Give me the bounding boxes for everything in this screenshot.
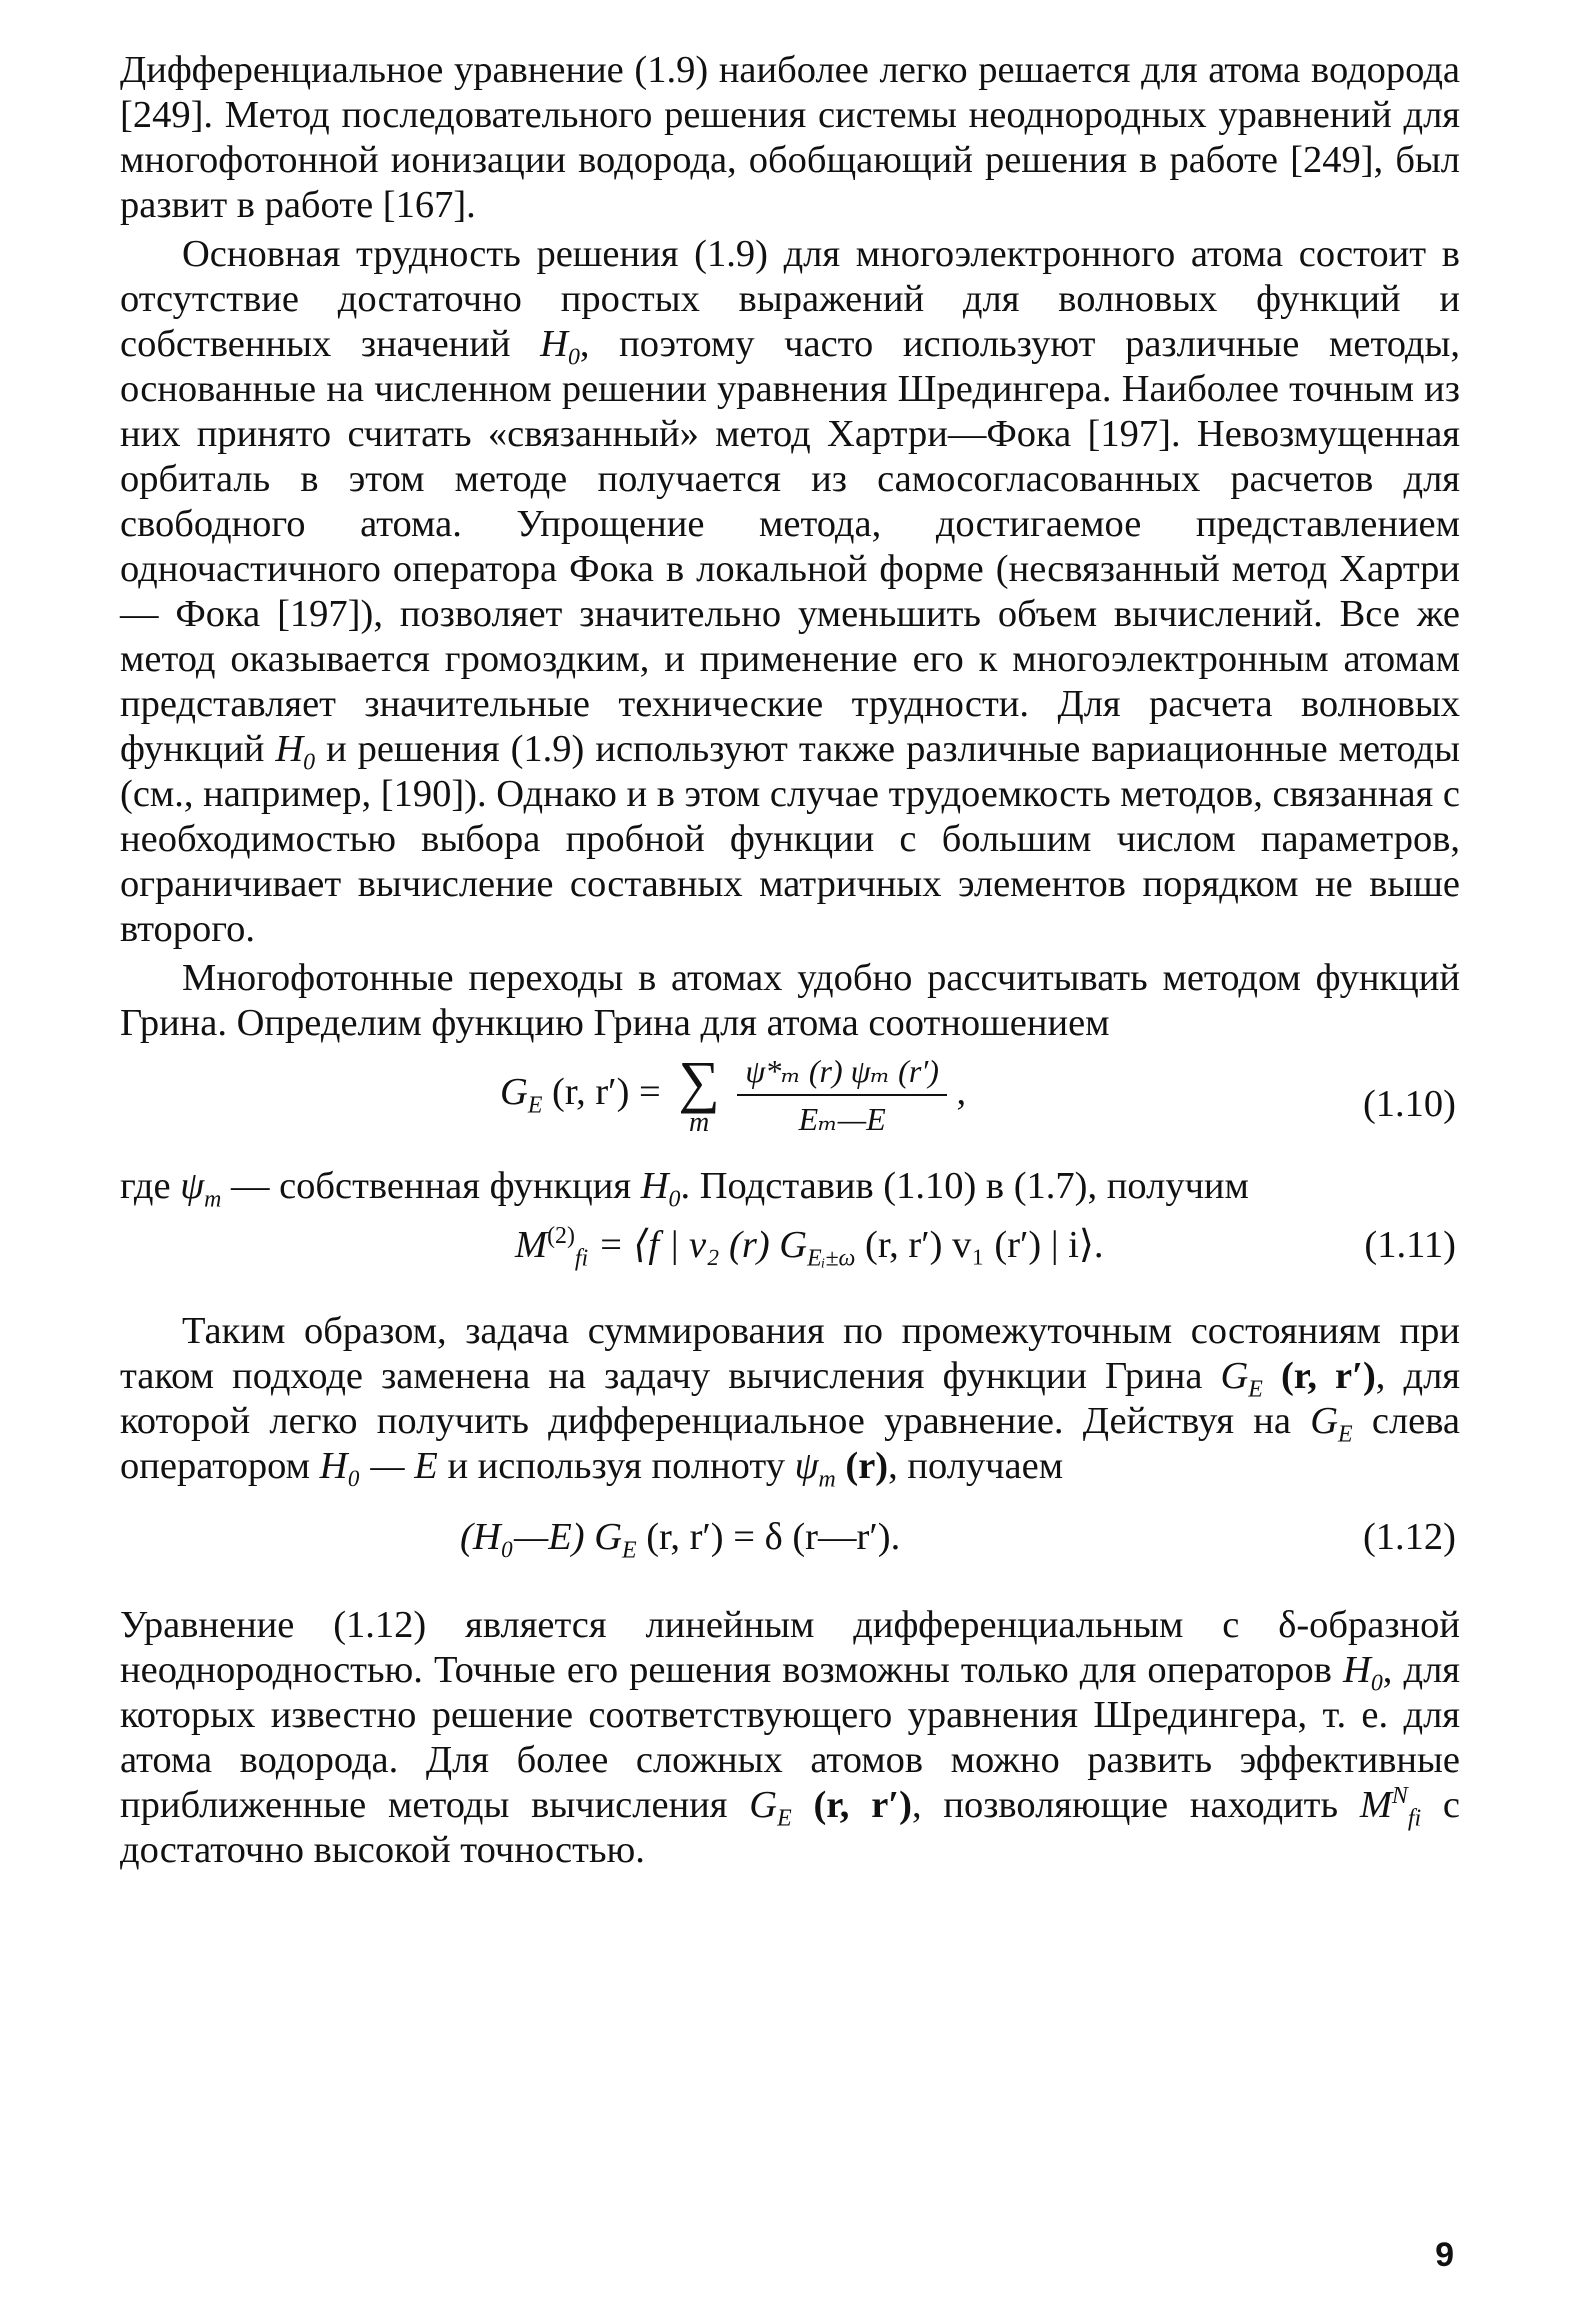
- equation-1-11-body: $M^{(2)}_{fi}$ = ⟨f | v₂ (r) $G_{Eᵢ\pm\omega}$ (r, r′) v₁ (r′) | i⟩.: [515, 1223, 1104, 1272]
- paragraph-4: где $\psi_m$ — собственная функция $H_0$. Подставив (1.10) в (1.7), получим: [120, 1165, 1249, 1213]
- paragraph-5: Таким образом, задача суммирования по промежуточным состояниям при таком подходе заменена на задачу вычисления функции Грина $G_E$ (r, r′), для которой легко получить дифференциальное уравнение. Действуя на $G_E$ слева оператором H₀ — E и используя полноту $\psi_m$ (r), получаем: [120, 1310, 1460, 1493]
- paragraph-1: Дифференциальное уравнение (1.9) наиболее легко решается для атома водорода [249]. Метод последовательного решения системы неоднородных уравнений для многофотонной ионизации водорода, обобщающий решения в работе [249], был развит в работе [167].: [120, 49, 1460, 226]
- equation-number: (1.11): [1364, 1224, 1456, 1266]
- paragraph-2: Основная трудность решения (1.9) для многоэлектронного атома состоит в отсутствие достаточно простых выражений для волновых функций и собственных значений $H_0$, поэтому часто используют различные методы, основанные на численном решении уравнения Шредингера. Наиболее точным из них принято считать «связанный» метод Хартри—Фока [197]. Невозмущенная орбиталь в этом методе получается из самосогласованных расчетов для свободного атома. Упрощение метода, достигаемое представлением одночастичного оператора Фока в локальной форме (несвязанный метод Хартри — Фока [197]), позволяет значительно уменьшить объем вычислений. Все же метод оказывается громоздким, и применение его к многоэлектронным атомам представляет значительные технические трудности. Для расчета волновых функций $H_0$ и решения (1.9) используют также различные вариационные методы (см., например, [190]). Однако и в этом случае трудоемкость методов, связанная с необходимостью выбора пробной функции с большим числом параметров, ограничивает вычисление составных матричных элементов порядком не выше второго.: [120, 233, 1461, 950]
- equation-1-10: [120, 1046, 1460, 1164]
- equation-1-12: [120, 1489, 1460, 1581]
- equation-number: (1.10): [1362, 1083, 1456, 1125]
- h0-symbol: $H_0$: [540, 323, 580, 371]
- h0-symbol: $H_0$: [275, 728, 316, 776]
- text-column: [120, 48, 1460, 1873]
- sum-symbol: ∑ m: [678, 1049, 720, 1138]
- paragraph-3: Многофотонные переходы в атомах удобно рассчитывать методом функций Грина. Определим функцию Грина для атома соотношением: [120, 957, 1460, 1044]
- page-number: 9: [1435, 2236, 1454, 2274]
- equation-1-10-body: $G_E$ (r, r′) = ∑ m $\frac{\text{ψ*ₘ (r) ψₘ (r′)}}{\text{Eₘ—E}}$ ,: [500, 1049, 967, 1138]
- equation-number: (1.12): [1362, 1516, 1456, 1558]
- equation-1-12-body: (H₀—E) $G_E$ (r, r′) = δ (r—r′).: [460, 1516, 901, 1564]
- fraction: $\frac{\text{ψ*ₘ (r) ψₘ (r′)}}{\text{Eₘ—E}}$: [737, 1052, 947, 1138]
- equation-1-11: [120, 1209, 1460, 1301]
- paragraph-6: Уравнение (1.12) является линейным дифференциальным с δ-образной неоднородностью. Точные его решения возможны только для операторов $H_0$, для которых известно решение соответствующего уравнения Шредингера, т. е. для атома водорода. Для более сложных атомов можно развить эффективные приближенные методы вычисления $G_E$ (r, r′), позволяющие находить $M^N_{fi}$ с достаточно высокой точностью.: [120, 1604, 1460, 1871]
